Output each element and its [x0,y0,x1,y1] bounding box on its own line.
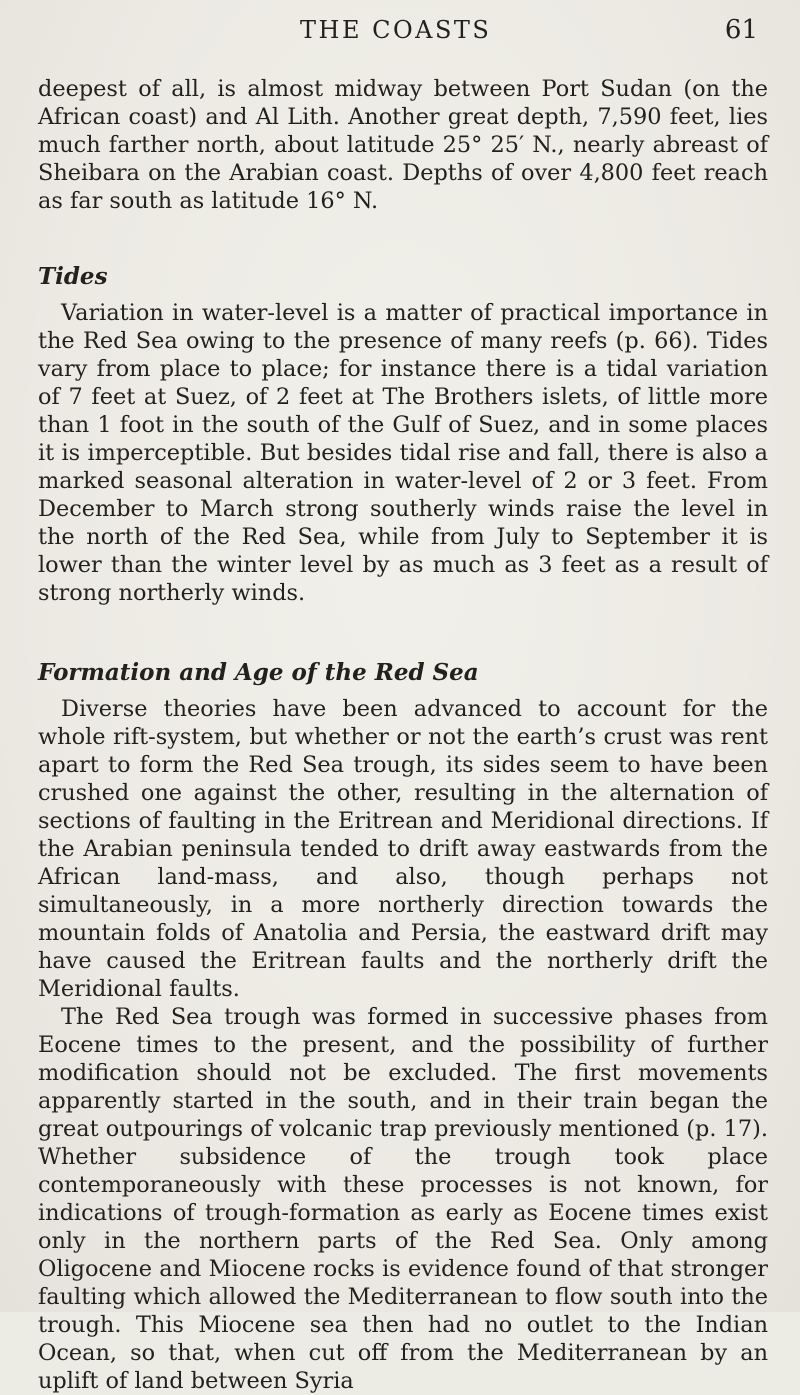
page-number: 61 [724,15,758,45]
section-heading-formation: Formation and Age of the Red Sea [38,659,479,686]
body-text [38,75,768,1395]
paragraph-tides: Variation in water-level is a matter of practical importance in the Red Sea owing to the presence of many reefs (p. 66). Tides vary from place to place; for instance there is a tidal variation of 7 feet at Suez, of 2 feet at The Brothers islets, of little more than 1 foot in the south of the Gulf of Suez, and in some places it is imperceptible. But besides tidal rise and fall, there is also a marked seasonal alteration in water-level of 2 or 3 feet. From December to March strong southerly winds raise the level in the north of the Red Sea, while from July to September it is lower than the winter level by as much as 3 feet as a result of strong northerly winds. [38,300,768,606]
paragraph-formation-1: Diverse theories have been advanced to account for the whole rift-system, but whether or not the earth’s crust was rent apart to form the Red Sea trough, its sides seem to have been crushed one against the other, resulting in the alternation of sections of faulting in the Eritrean and Meridional directions. If the Arabian peninsula tended to drift away eastwards from the African land-mass, and also, though perhaps not simultaneously, in a more northerly direction towards the mountain folds of Anatolia and Persia, the eastward drift may have caused the Eritrean faults and the northerly drift the Meridional faults. [38,696,768,1002]
section-heading-tides: Tides [38,263,108,290]
running-title: THE COASTS [300,16,492,44]
paragraph-formation-2: The Red Sea trough was formed in successive phases from Eocene times to the present, and the possibility of further modification should not be excluded. The first movements apparently started in the south, and in their train began the great outpourings of volcanic trap previously mentioned (p. 17). Whether subsidence of the trough took place contemporaneously with these processes is not known, for indications of trough-formation as early as Eocene times exist only in the northern parts of the Red Sea. Only among Oligocene and Miocene rocks is evidence found of that stronger faulting which allowed the Mediterranean to flow south into the trough. This Miocene sea then had no outlet to the Indian Ocean, so that, when cut off from the Mediterranean by an uplift of land between Syria [38,1004,768,1394]
paragraph-opening: deepest of all, is almost midway between Port Sudan (on the African coast) and Al Lith. Another great depth, 7,590 feet, lies much farther north, about latitude 25° 25′ N., nearly abreast of Sheibara on the Arabian coast. Depths of over 4,800 feet reach as far south as latitude 16° N. [38,76,768,214]
running-head [0,10,800,50]
